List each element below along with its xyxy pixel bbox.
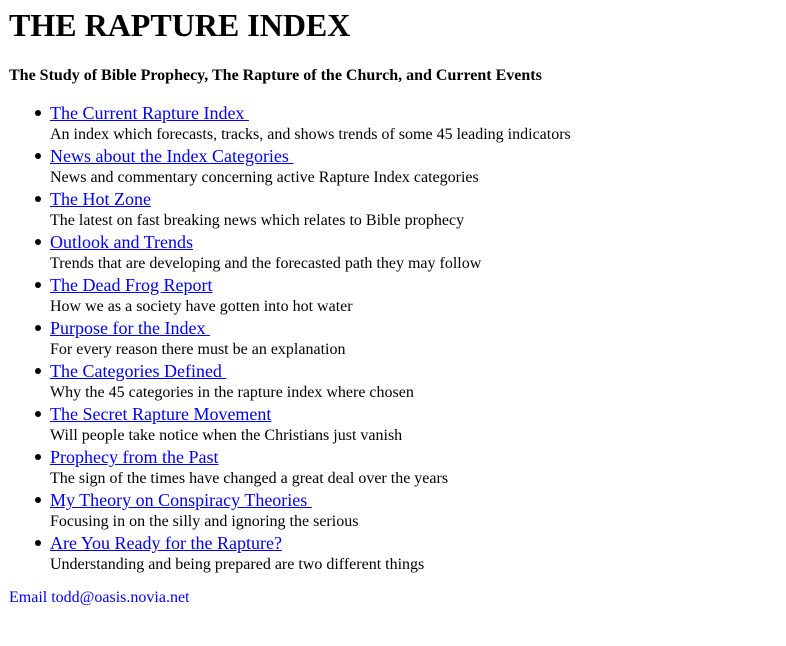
list-item xyxy=(0,446,786,489)
link-purpose-index[interactable]: Purpose for the Index xyxy=(50,318,210,338)
page-subtitle: The Study of Bible Prophecy, The Rapture of the Church, and Current Events xyxy=(9,67,542,84)
bullet-icon xyxy=(35,411,41,417)
link-categories-defined[interactable]: The Categories Defined xyxy=(50,361,227,381)
list-item xyxy=(0,403,786,446)
index-list xyxy=(0,102,786,575)
bullet-icon xyxy=(35,196,41,202)
item-description: News and commentary concerning active Rapture Index categories xyxy=(50,169,479,186)
item-description: Trends that are developing and the forecasted path they may follow xyxy=(50,255,482,272)
link-current-rapture-index[interactable]: The Current Rapture Index xyxy=(50,103,249,123)
list-item xyxy=(0,317,786,360)
link-news-index-categories[interactable]: News about the Index Categories xyxy=(50,146,294,166)
bullet-icon xyxy=(35,239,41,245)
list-item xyxy=(0,532,786,575)
bullet-icon xyxy=(35,368,41,374)
link-outlook-trends[interactable]: Outlook and Trends xyxy=(50,232,194,252)
bullet-icon xyxy=(35,497,41,503)
bullet-icon xyxy=(35,540,41,546)
item-description: The sign of the times have changed a great deal over the years xyxy=(50,470,449,487)
link-hot-zone[interactable]: The Hot Zone xyxy=(50,189,151,209)
list-item xyxy=(0,231,786,274)
email-link[interactable]: Email todd@oasis.novia.net xyxy=(9,589,190,606)
page-title: THE RAPTURE INDEX xyxy=(9,7,351,43)
item-description: Why the 45 categories in the rapture index where chosen xyxy=(50,384,414,401)
bullet-icon xyxy=(35,153,41,159)
bullet-icon xyxy=(35,282,41,288)
link-ready-for-rapture[interactable]: Are You Ready for the Rapture? xyxy=(50,533,282,553)
item-description: Will people take notice when the Christians just vanish xyxy=(50,427,403,444)
list-item xyxy=(0,274,786,317)
bullet-icon xyxy=(35,325,41,331)
list-item xyxy=(0,489,786,532)
list-item xyxy=(0,360,786,403)
bullet-icon xyxy=(35,454,41,460)
item-description: The latest on fast breaking news which relates to Bible prophecy xyxy=(50,212,465,229)
item-description: An index which forecasts, tracks, and shows trends of some 45 leading indicators xyxy=(50,126,571,143)
item-description: Focusing in on the silly and ignoring the serious xyxy=(50,513,359,530)
bullet-icon xyxy=(35,110,41,116)
link-secret-rapture-movement[interactable]: The Secret Rapture Movement xyxy=(50,404,272,424)
item-description: For every reason there must be an explanation xyxy=(50,341,346,358)
item-description: Understanding and being prepared are two different things xyxy=(50,556,425,573)
list-item xyxy=(0,188,786,231)
link-prophecy-past[interactable]: Prophecy from the Past xyxy=(50,447,219,467)
link-dead-frog-report[interactable]: The Dead Frog Report xyxy=(50,275,213,295)
item-description: How we as a society have gotten into hot water xyxy=(50,298,353,315)
link-conspiracy-theories[interactable]: My Theory on Conspiracy Theories xyxy=(50,490,312,510)
list-item xyxy=(0,145,786,188)
list-item xyxy=(0,102,786,145)
